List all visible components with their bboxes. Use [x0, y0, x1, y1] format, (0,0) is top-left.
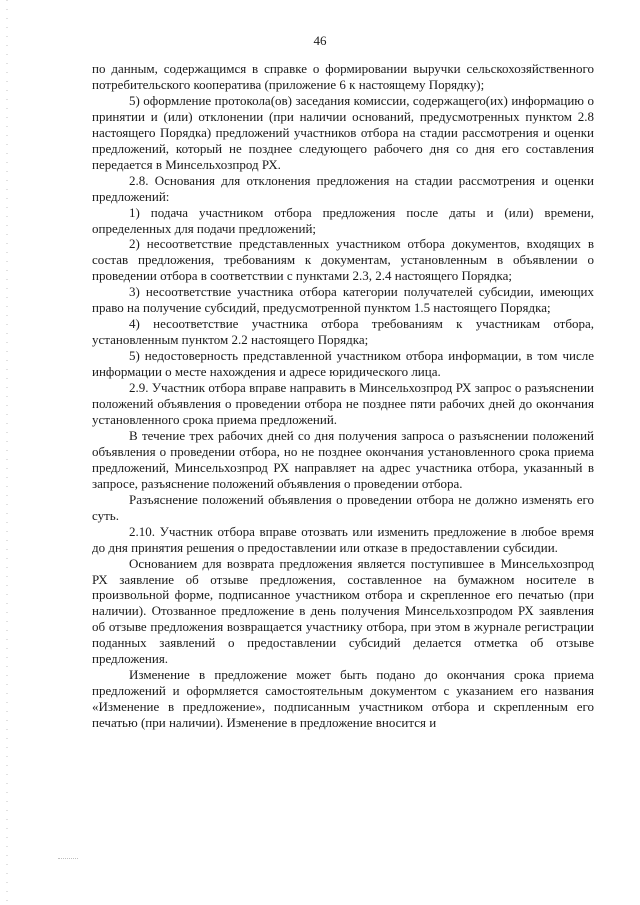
paragraph: Разъяснение положений объявления о проведении отбора не должно изменять его суть.: [92, 491, 594, 523]
scan-margin-artifact: [0, 0, 14, 905]
page-number: 46: [313, 33, 327, 48]
paragraph: Изменение в предложение может быть подано до окончания срока приема предложений и оформляется самостоятельным документом с указанием его названия «Изменение в предложение», подписанным участником отбора и скрепленным его печатью (при наличии). Изменение в предложение вносится и: [92, 667, 594, 731]
scan-mark: [58, 858, 78, 860]
paragraph: 2.8. Основания для отклонения предложения на стадии рассмотрения и оценки предложений:: [92, 172, 594, 204]
paragraph: по данным, содержащимся в справке о формировании выручки сельскохозяйственного потребительского кооператива (приложение 6 к настоящему Порядку);: [92, 61, 594, 92]
paragraph: 2) несоответствие представленных участником отбора документов, входящих в состав предложения, требованиям к документам, установленным в объявлении о проведении отбора в соответствии с пунктами 2.3, 2.4 настоящего Порядка;: [92, 236, 594, 284]
paragraph: 1) подача участником отбора предложения после даты и (или) времени, определенных для подачи предложений;: [92, 204, 594, 236]
paragraph: Основанием для возврата предложения является поступившее в Минсельхозпрод РХ заявление об отзыве предложения, составленное на бумажном носителе в произвольной форме, подписанное участником отбора и скрепленное его печатью (при наличии). Отозванное предложение в день получения Минсельхозпродом РХ заявления об отзыве предложения возвращается участнику отбора, при этом в журнале регистрации поданных заявлений о предоставлении субсидий делается отметка об отзыве предложения.: [92, 555, 594, 667]
paragraph: 2.9. Участник отбора вправе направить в Минсельхозпрод РХ запрос о разъяснении положений объявления о проведении отбора не позднее пяти рабочих дней до окончания установленного срока приема предложений.: [92, 380, 594, 427]
paragraph: 5) недостоверность представленной участником отбора информации, в том числе информации о месте нахождения и адресе юридического лица.: [92, 348, 594, 380]
paragraph: 5) оформление протокола(ов) заседания комиссии, содержащего(их) информацию о принятии и (или) отклонении (при наличии оснований, предусмотренных пунктом 2.8 настоящего Порядка) предложений участников отбора на стадии рассмотрения и оценки предложений, который не позднее следующего рабочего дня со дня его составления передается в Минсельхозпрод РХ.: [92, 92, 594, 172]
paragraph: 4) несоответствие участника отбора требованиям к участникам отбора, установленным пунктом 2.2 настоящего Порядка;: [92, 316, 594, 348]
paragraph: 3) несоответствие участника отбора категории получателей субсидии, имеющих право на получение субсидий, предусмотренной пунктом 1.5 настоящего Порядка;: [92, 284, 594, 316]
paragraph: В течение трех рабочих дней со дня получения запроса о разъяснении положений объявления о проведении отбора, но не позднее окончания установленного срока приема предложений, Минсельхозпрод РХ направляет на адрес участника отбора, указанный в запросе, разъяснение положений объявления о проведении отбора.: [92, 427, 594, 491]
paragraph: 2.10. Участник отбора вправе отозвать или изменить предложение в любое время до дня принятия решения о предоставлении или отказе в предоставлении субсидии.: [92, 523, 594, 555]
document-body: [92, 61, 594, 731]
